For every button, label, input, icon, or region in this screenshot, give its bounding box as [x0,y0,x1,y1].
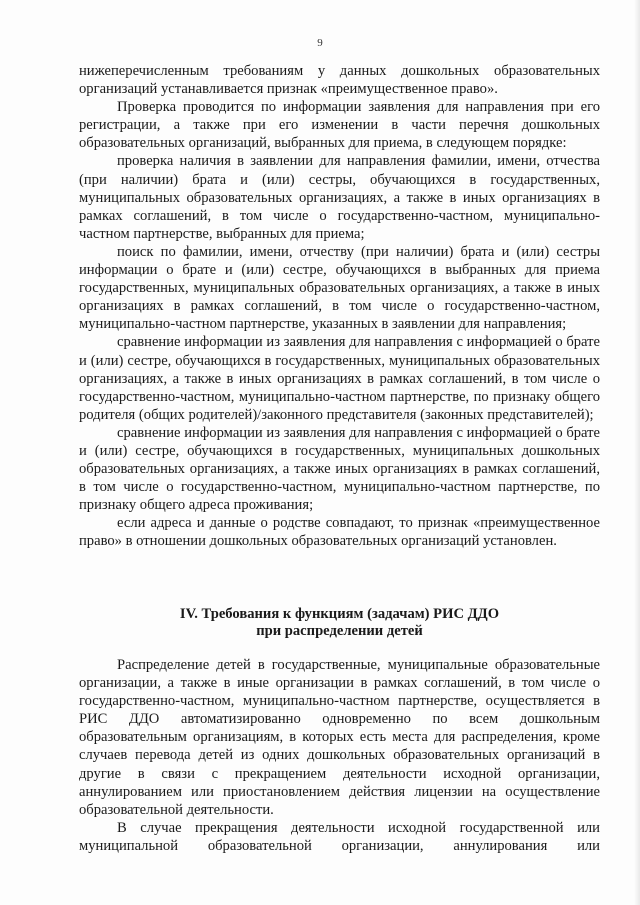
body-text [79,62,600,551]
paragraph-compare-parents: сравнение информации из заявления для направления с информацией о брате и (или) сестре, обучающихся в государственных, муниципальных образовательных организациях, а также в иных организациях в рамках соглашений, в том числе о государственно-частном, муниципально-частном партнерстве, по признаку общего родителя (общих родителей)/законного представителя (законных представителей); [79,334,600,423]
paragraph-search-names: поиск по фамилии, имени, отчеству (при наличии) брата и (или) сестры информации о брате и (или) сестре, обучающихся в выбранных для приема государственных, муниципальных образовательных организациях, а также в иных организациях в рамках соглашений, в том числе о государственно-частном, муниципально-частном партнерстве, указанных в заявлении для направления; [79,243,600,333]
section-heading-line-2: при распределении детей [256,623,423,639]
paragraph-compare-address: сравнение информации из заявления для направления с информацией о брате и (или) сестре, обучающихся в государственных, муниципальных дошкольных образовательных организациях, а также иных организациях в рамках соглашений, в том числе о государственно-частном, муниципально-частном партнерстве, по признаку общего адреса проживания; [79,424,600,514]
section-heading [79,606,600,640]
paragraph-check-names: проверка наличия в заявлении для направления фамилии, имени, отчества (при наличии) брата и (или) сестры, обучающихся в государственных, муниципальных образовательных организациях, а также в иных организациях в рамках соглашений, в том числе о государственно-частном, муниципально-частном партнерстве, выбранных для приема; [79,153,600,242]
paragraph-continuation: нижеперечисленным требованиям у данных дошкольных образовательных организаций устанавливается признак «преимущественное право». [79,63,600,98]
paragraph-verification-intro: Проверка проводится по информации заявления для направления при его регистрации, а также при его изменении в части перечня дошкольных образовательных организаций, выбранных для приема, в следующем порядке: [79,99,600,152]
page-number: 9 [317,37,323,49]
paragraph-termination: В случае прекращения деятельности исходной государственной или муниципальной образовательной организации, аннулирования или [79,819,600,854]
paragraph-distribution: Распределение детей в государственные, муниципальные образовательные организации, а также в иные организации в рамках соглашений, в том числе о государственно-частном, муниципально-частном партнерстве, осуществляется в РИС ДДО автоматизированно одновременно по всем дошкольным образовательным организациям, в которых есть места для распределения, кроме случаев перевода детей из одних дошкольных образовательных организаций в другие в связи с прекращением деятельности исходной организации, аннулированием или приостановлением действия лицензии на осуществление образовательной деятельности. [79,657,600,818]
section-body-text [79,656,600,855]
scan-edge-shadow [634,0,640,905]
section-heading-line-1: IV. Требования к функциям (задачам) РИС ДДО [179,606,500,622]
paragraph-priority-set: если адреса и данные о родстве совпадают, то признак «преимущественное право» в отношении дошкольных образовательных организаций установлен. [79,515,600,550]
